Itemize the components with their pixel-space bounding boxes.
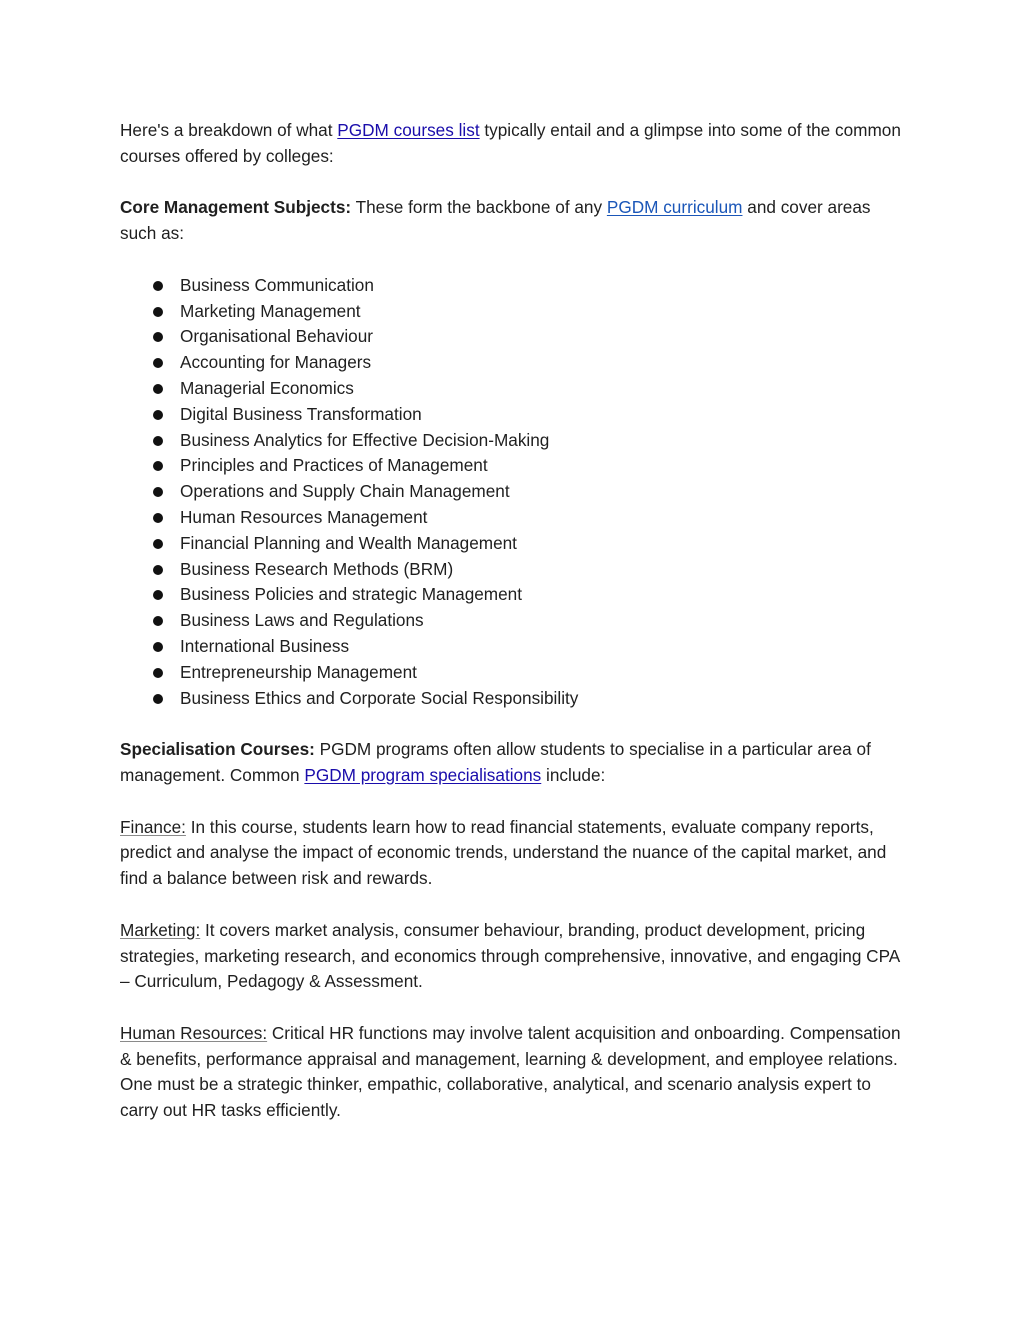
hr-label: Human Resources: (120, 1022, 268, 1043)
list-item-label: Entrepreneurship Management (180, 661, 417, 682)
list-item-label: International Business (180, 635, 350, 656)
intro-text-start: Here's a breakdown of what (120, 120, 338, 140)
marketing-paragraph (120, 918, 910, 995)
bullet-icon (153, 281, 163, 291)
bullet-icon (153, 461, 163, 471)
document-page (120, 118, 910, 1124)
list-item-label: Business Ethics and Corporate Social Responsibility (180, 687, 579, 708)
list-item (180, 350, 910, 376)
list-item-label: Financial Planning and Wealth Management (180, 532, 517, 553)
core-heading: Core Management Subjects: (120, 197, 352, 218)
list-item (180, 402, 910, 428)
core-text-start: These form the backbone of any (351, 197, 607, 218)
bullet-icon (153, 539, 163, 549)
bullet-icon (153, 616, 163, 626)
list-item-label: Operations and Supply Chain Management (180, 481, 510, 502)
intro-text-end: typically entail and a glimpse into some of the common courses offered by colleges: (120, 120, 901, 166)
list-item (180, 505, 910, 531)
list-item (180, 273, 910, 299)
list-item (180, 453, 910, 479)
bullet-icon (153, 358, 163, 368)
list-item-label: Human Resources Management (180, 506, 428, 527)
list-item (180, 660, 910, 686)
list-item (180, 634, 910, 660)
bullet-icon (153, 565, 163, 575)
finance-label: Finance: (120, 816, 186, 837)
bullet-icon (153, 513, 163, 523)
list-item-label: Digital Business Transformation (180, 403, 422, 424)
bullet-icon (153, 590, 163, 600)
specialisation-paragraph (120, 737, 910, 789)
list-item (180, 324, 910, 350)
list-item-label: Business Research Methods (BRM) (180, 558, 454, 579)
list-item (180, 557, 910, 583)
list-item (180, 686, 910, 712)
bullet-icon (153, 307, 163, 317)
list-item-label: Marketing Management (180, 300, 361, 321)
specialisation-text-end: include: (541, 764, 606, 785)
intro-paragraph (120, 118, 910, 170)
list-item (180, 582, 910, 608)
marketing-label: Marketing: (120, 919, 201, 940)
core-subjects-list (120, 273, 910, 712)
list-item-label: Principles and Practices of Management (180, 455, 488, 476)
marketing-text: It covers market analysis, consumer behaviour, branding, product development, pricing strategies, marketing research, and economics through comprehensive, innovative, and engaging CPA – Curriculum, Pedagogy & Assessment. (120, 919, 900, 992)
hr-text: Critical HR functions may involve talent acquisition and onboarding. Compensation & benefits, performance appraisal and management, learning & development, and employee relations. One must be a strategic thinker, empathic, collaborative, analytical, and scenario analysis expert to carry out HR tasks efficiently. (120, 1022, 901, 1121)
list-item-label: Business Laws and Regulations (180, 610, 424, 631)
core-paragraph (120, 195, 910, 247)
bullet-icon (153, 410, 163, 420)
list-item (180, 376, 910, 402)
finance-paragraph (120, 815, 910, 892)
list-item (180, 531, 910, 557)
specialisation-text-start: PGDM programs often allow students to specialise in a particular area of management. Common (120, 739, 871, 785)
core-text-end: and cover areas such as: (120, 197, 871, 244)
list-item-label: Business Analytics for Effective Decision-Making (180, 429, 550, 450)
bullet-icon (153, 487, 163, 497)
hr-paragraph (120, 1021, 910, 1124)
list-item (180, 428, 910, 454)
list-item (180, 479, 910, 505)
list-item (180, 299, 910, 325)
bullet-icon (153, 668, 163, 678)
bullet-icon (153, 384, 163, 394)
pgdm-courses-list-link[interactable]: PGDM courses list (337, 120, 480, 140)
list-item-label: Business Policies and strategic Management (180, 584, 523, 605)
list-item-label: Managerial Economics (180, 377, 354, 398)
list-item-label: Organisational Behaviour (180, 326, 373, 347)
bullet-icon (153, 332, 163, 342)
finance-text: In this course, students learn how to read financial statements, evaluate company reports, predict and analyse the impact of economic trends, understand the nuance of the capital market, and find a balance between risk and rewards. (120, 816, 887, 889)
bullet-icon (153, 642, 163, 652)
bullet-icon (153, 694, 163, 704)
list-item-label: Accounting for Managers (180, 352, 372, 373)
list-item-label: Business Communication (180, 274, 374, 295)
pgdm-specialisations-link[interactable]: PGDM program specialisations (304, 764, 542, 785)
specialisation-heading: Specialisation Courses: (120, 739, 315, 760)
pgdm-curriculum-link[interactable]: PGDM curriculum (606, 197, 743, 218)
bullet-icon (153, 436, 163, 446)
list-item (180, 608, 910, 634)
